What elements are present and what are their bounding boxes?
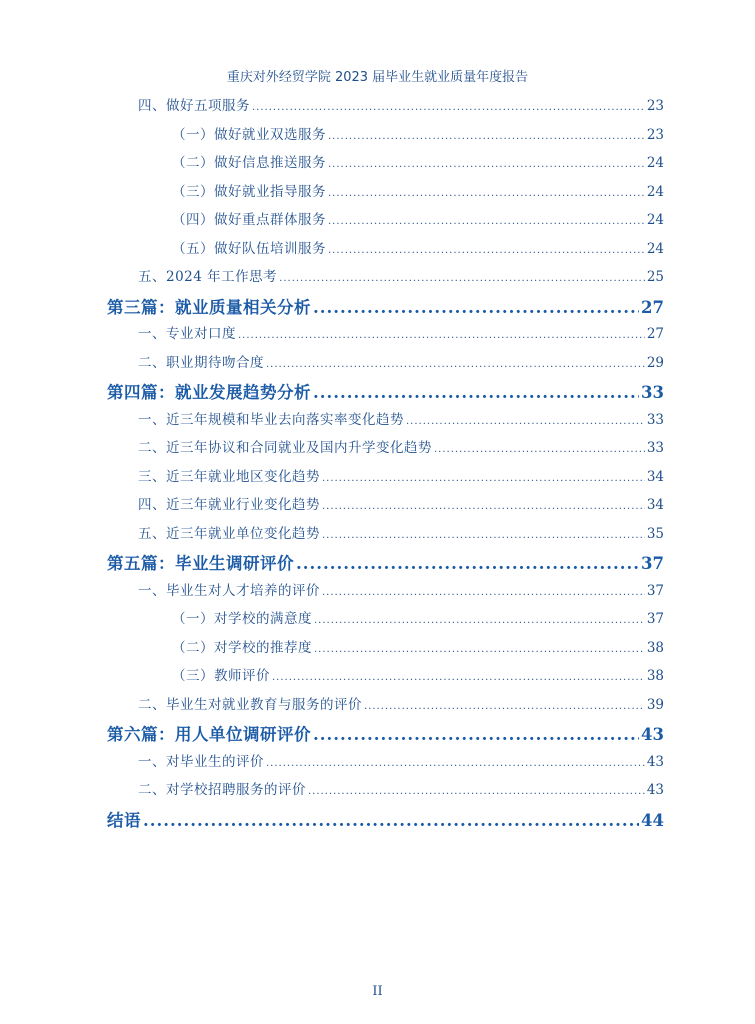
toc-entry[interactable] (138, 693, 664, 713)
toc-entry-page: 24 (646, 155, 664, 171)
toc-entry-title: （一）对学校的满意度 (172, 611, 312, 627)
toc-entry-page: 44 (641, 810, 664, 830)
toc-entry[interactable] (172, 237, 664, 257)
toc-entry-title: 二、毕业生对就业教育与服务的评价 (138, 696, 362, 713)
toc-entry-title: 二、职业期待吻合度 (138, 354, 264, 371)
toc-entry[interactable] (138, 493, 664, 513)
toc-leader-dots (328, 216, 645, 227)
toc-entry[interactable] (107, 379, 664, 403)
toc-leader-dots (328, 188, 645, 199)
toc-leader-dots (364, 701, 645, 712)
toc-entry-title: （二）做好信息推送服务 (172, 155, 326, 171)
toc-entry-page: 34 (646, 468, 664, 485)
toc-entry-page: 23 (646, 98, 664, 114)
toc-leader-dots (279, 273, 645, 284)
toc-leader-dots (252, 102, 645, 113)
toc-leader-dots (322, 473, 645, 484)
toc-entry-title: （五）做好队伍培训服务 (172, 240, 326, 257)
toc-entry-title: （四）做好重点群体服务 (172, 212, 326, 228)
toc-leader-dots (143, 811, 639, 830)
toc-entry[interactable] (138, 265, 664, 285)
toc-entry-page: 25 (646, 269, 664, 285)
toc-entry-page: 37 (641, 554, 664, 573)
toc-entry[interactable] (107, 721, 664, 745)
toc-entry[interactable] (138, 408, 664, 428)
toc-leader-dots (266, 359, 645, 370)
toc-entry-page: 34 (646, 497, 664, 513)
toc-leader-dots (406, 416, 645, 427)
toc-entry-page: 23 (646, 126, 664, 143)
toc-entry-page: 43 (646, 753, 664, 770)
toc-entry-page: 38 (646, 668, 664, 684)
toc-entry-title: 二、对学校招聘服务的评价 (138, 782, 306, 798)
toc-entry-title: 第六篇：用人单位调研评价 (107, 725, 311, 744)
toc-entry-page: 33 (646, 411, 664, 428)
toc-leader-dots (322, 530, 645, 541)
page-number: II (372, 984, 383, 999)
toc-entry[interactable] (107, 807, 664, 831)
toc-entry-title: 二、近三年协议和合同就业及国内升学变化趋势 (138, 440, 432, 456)
toc-leader-dots (322, 501, 645, 512)
toc-entry-title: 四、做好五项服务 (138, 98, 250, 114)
toc-entry[interactable] (172, 664, 664, 684)
toc-leader-dots (328, 245, 645, 256)
toc-leader-dots (272, 672, 645, 683)
toc-entry-page: 43 (646, 782, 664, 798)
toc-entry[interactable] (138, 750, 664, 770)
toc-leader-dots (314, 615, 645, 626)
toc-entry[interactable] (172, 607, 664, 627)
toc-entry-page: 43 (641, 725, 664, 744)
toc-entry-title: 第三篇：就业质量相关分析 (107, 297, 311, 317)
toc-entry[interactable] (172, 180, 664, 200)
toc-entry[interactable] (138, 465, 664, 485)
toc-entry[interactable] (138, 778, 664, 798)
toc-leader-dots (308, 786, 645, 797)
toc-entry-page: 27 (641, 297, 664, 317)
toc-entry-title: 一、毕业生对人才培养的评价 (138, 582, 320, 599)
toc-entry-page: 24 (646, 183, 664, 200)
toc-entry[interactable] (138, 351, 664, 371)
toc-entry-title: 三、近三年就业地区变化趋势 (138, 468, 320, 485)
toc-entry[interactable] (172, 208, 664, 228)
toc-leader-dots (322, 587, 645, 598)
toc-entry-title: （一）做好就业双选服务 (172, 126, 326, 143)
toc-leader-dots (266, 758, 645, 769)
toc-entry[interactable] (107, 294, 664, 318)
toc-leader-dots (313, 725, 639, 744)
toc-entry-page: 35 (646, 525, 664, 542)
toc-entry-page: 37 (646, 582, 664, 599)
toc-entry-title: （三）做好就业指导服务 (172, 183, 326, 200)
toc-entry-title: 四、近三年就业行业变化趋势 (138, 497, 320, 513)
toc-entry[interactable] (172, 151, 664, 171)
toc-leader-dots (313, 383, 639, 402)
toc-entry-title: （三）教师评价 (172, 668, 270, 684)
toc-entry[interactable] (172, 123, 664, 143)
toc-entry-title: 一、对毕业生的评价 (138, 753, 264, 770)
toc-entry[interactable] (138, 579, 664, 599)
toc-entry-page: 33 (641, 383, 664, 402)
toc-entry[interactable] (138, 436, 664, 456)
toc-leader-dots (328, 159, 645, 170)
toc-entry-page: 29 (646, 354, 664, 371)
toc-entry-title: 一、近三年规模和毕业去向落实率变化趋势 (138, 411, 404, 428)
toc-entry-title: 一、专业对口度 (138, 326, 236, 342)
toc-entry-title: （二）对学校的推荐度 (172, 639, 312, 656)
toc-entry-page: 39 (646, 696, 664, 713)
toc-leader-dots (296, 554, 639, 573)
toc-entry-page: 33 (646, 440, 664, 456)
toc-entry[interactable] (138, 522, 664, 542)
toc-entry-page: 24 (646, 240, 664, 257)
toc-leader-dots (434, 444, 645, 455)
toc-entry-title: 结语 (107, 810, 141, 830)
toc-entry-page: 24 (646, 212, 664, 228)
toc-entry-title: 五、近三年就业单位变化趋势 (138, 525, 320, 542)
toc-leader-dots (238, 330, 645, 341)
toc-entry[interactable] (172, 636, 664, 656)
toc-entry-page: 37 (646, 611, 664, 627)
toc-entry[interactable] (107, 550, 664, 574)
toc-entry-page: 27 (646, 326, 664, 342)
toc-entry[interactable] (138, 94, 664, 114)
toc-entry-title: 五、2024 年工作思考 (138, 269, 278, 285)
toc-leader-dots (314, 644, 645, 655)
toc-entry-title: 第五篇：毕业生调研评价 (107, 554, 294, 573)
toc-entry[interactable] (138, 322, 664, 342)
toc-entry-page: 38 (646, 639, 664, 656)
toc-entry-title: 第四篇：就业发展趋势分析 (107, 383, 311, 402)
toc-leader-dots (313, 298, 639, 317)
toc-leader-dots (328, 131, 645, 142)
running-header: 重庆对外经贸学院 2023 届毕业生就业质量年度报告 (226, 70, 529, 85)
